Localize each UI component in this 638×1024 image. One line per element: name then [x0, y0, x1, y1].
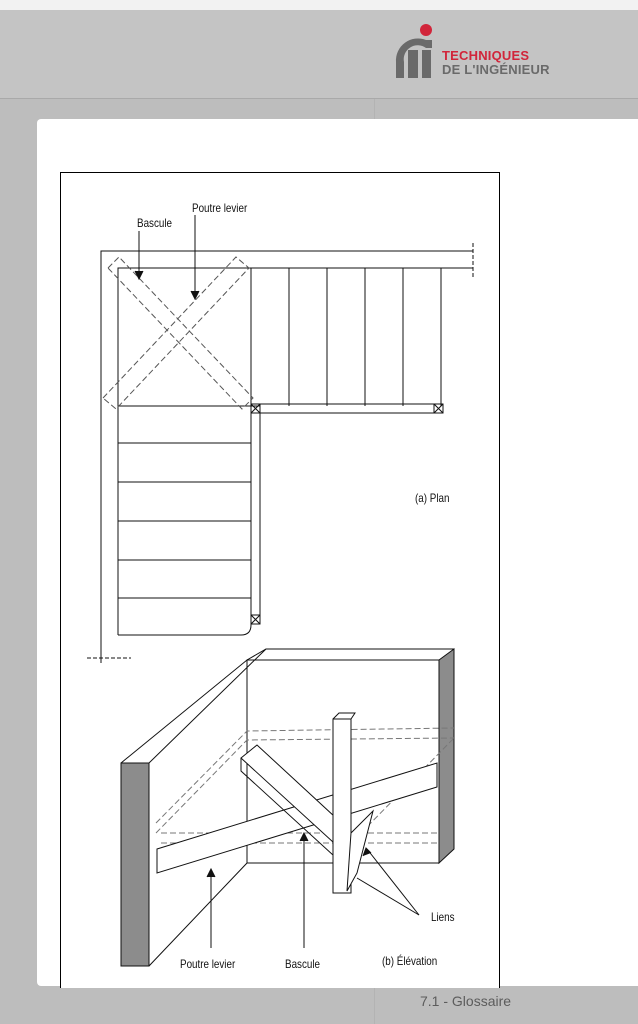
label-bascule-top: Bascule	[137, 216, 173, 230]
plan-bascule-dashed	[108, 257, 253, 409]
plan-lower-stringer	[251, 406, 260, 624]
elev-right-wall-end	[439, 649, 454, 863]
plan-outer-wall	[101, 251, 473, 663]
elev-poutre-levier	[157, 763, 437, 873]
browser-top-strip	[0, 0, 638, 10]
app-header	[0, 10, 638, 99]
label-poutre-levier-bottom: Poutre levier	[180, 957, 236, 971]
plan-poutre-levier-dashed	[103, 257, 249, 409]
label-bascule-bottom: Bascule	[285, 957, 321, 971]
brand-line2: DE L'INGÉNIEUR	[442, 62, 550, 77]
figure-frame	[60, 172, 500, 988]
brand-line1: TECHNIQUES	[442, 48, 530, 63]
plan-inner-wall	[118, 268, 473, 635]
section-link-glossaire[interactable]: 7.1 - Glossaire	[420, 993, 512, 1009]
brand-logo[interactable]	[386, 22, 576, 86]
staircase-drawing	[61, 173, 499, 988]
label-poutre-levier-top: Poutre levier	[192, 201, 248, 215]
label-plan: (a) Plan	[415, 491, 450, 505]
label-liens: Liens	[431, 910, 455, 924]
brand-name	[442, 49, 550, 77]
plan-upper-stringer	[251, 404, 443, 413]
elev-left-wall-end	[121, 763, 149, 966]
label-elevation: (b) Élévation	[382, 954, 438, 968]
ti-logo-icon	[386, 22, 442, 86]
